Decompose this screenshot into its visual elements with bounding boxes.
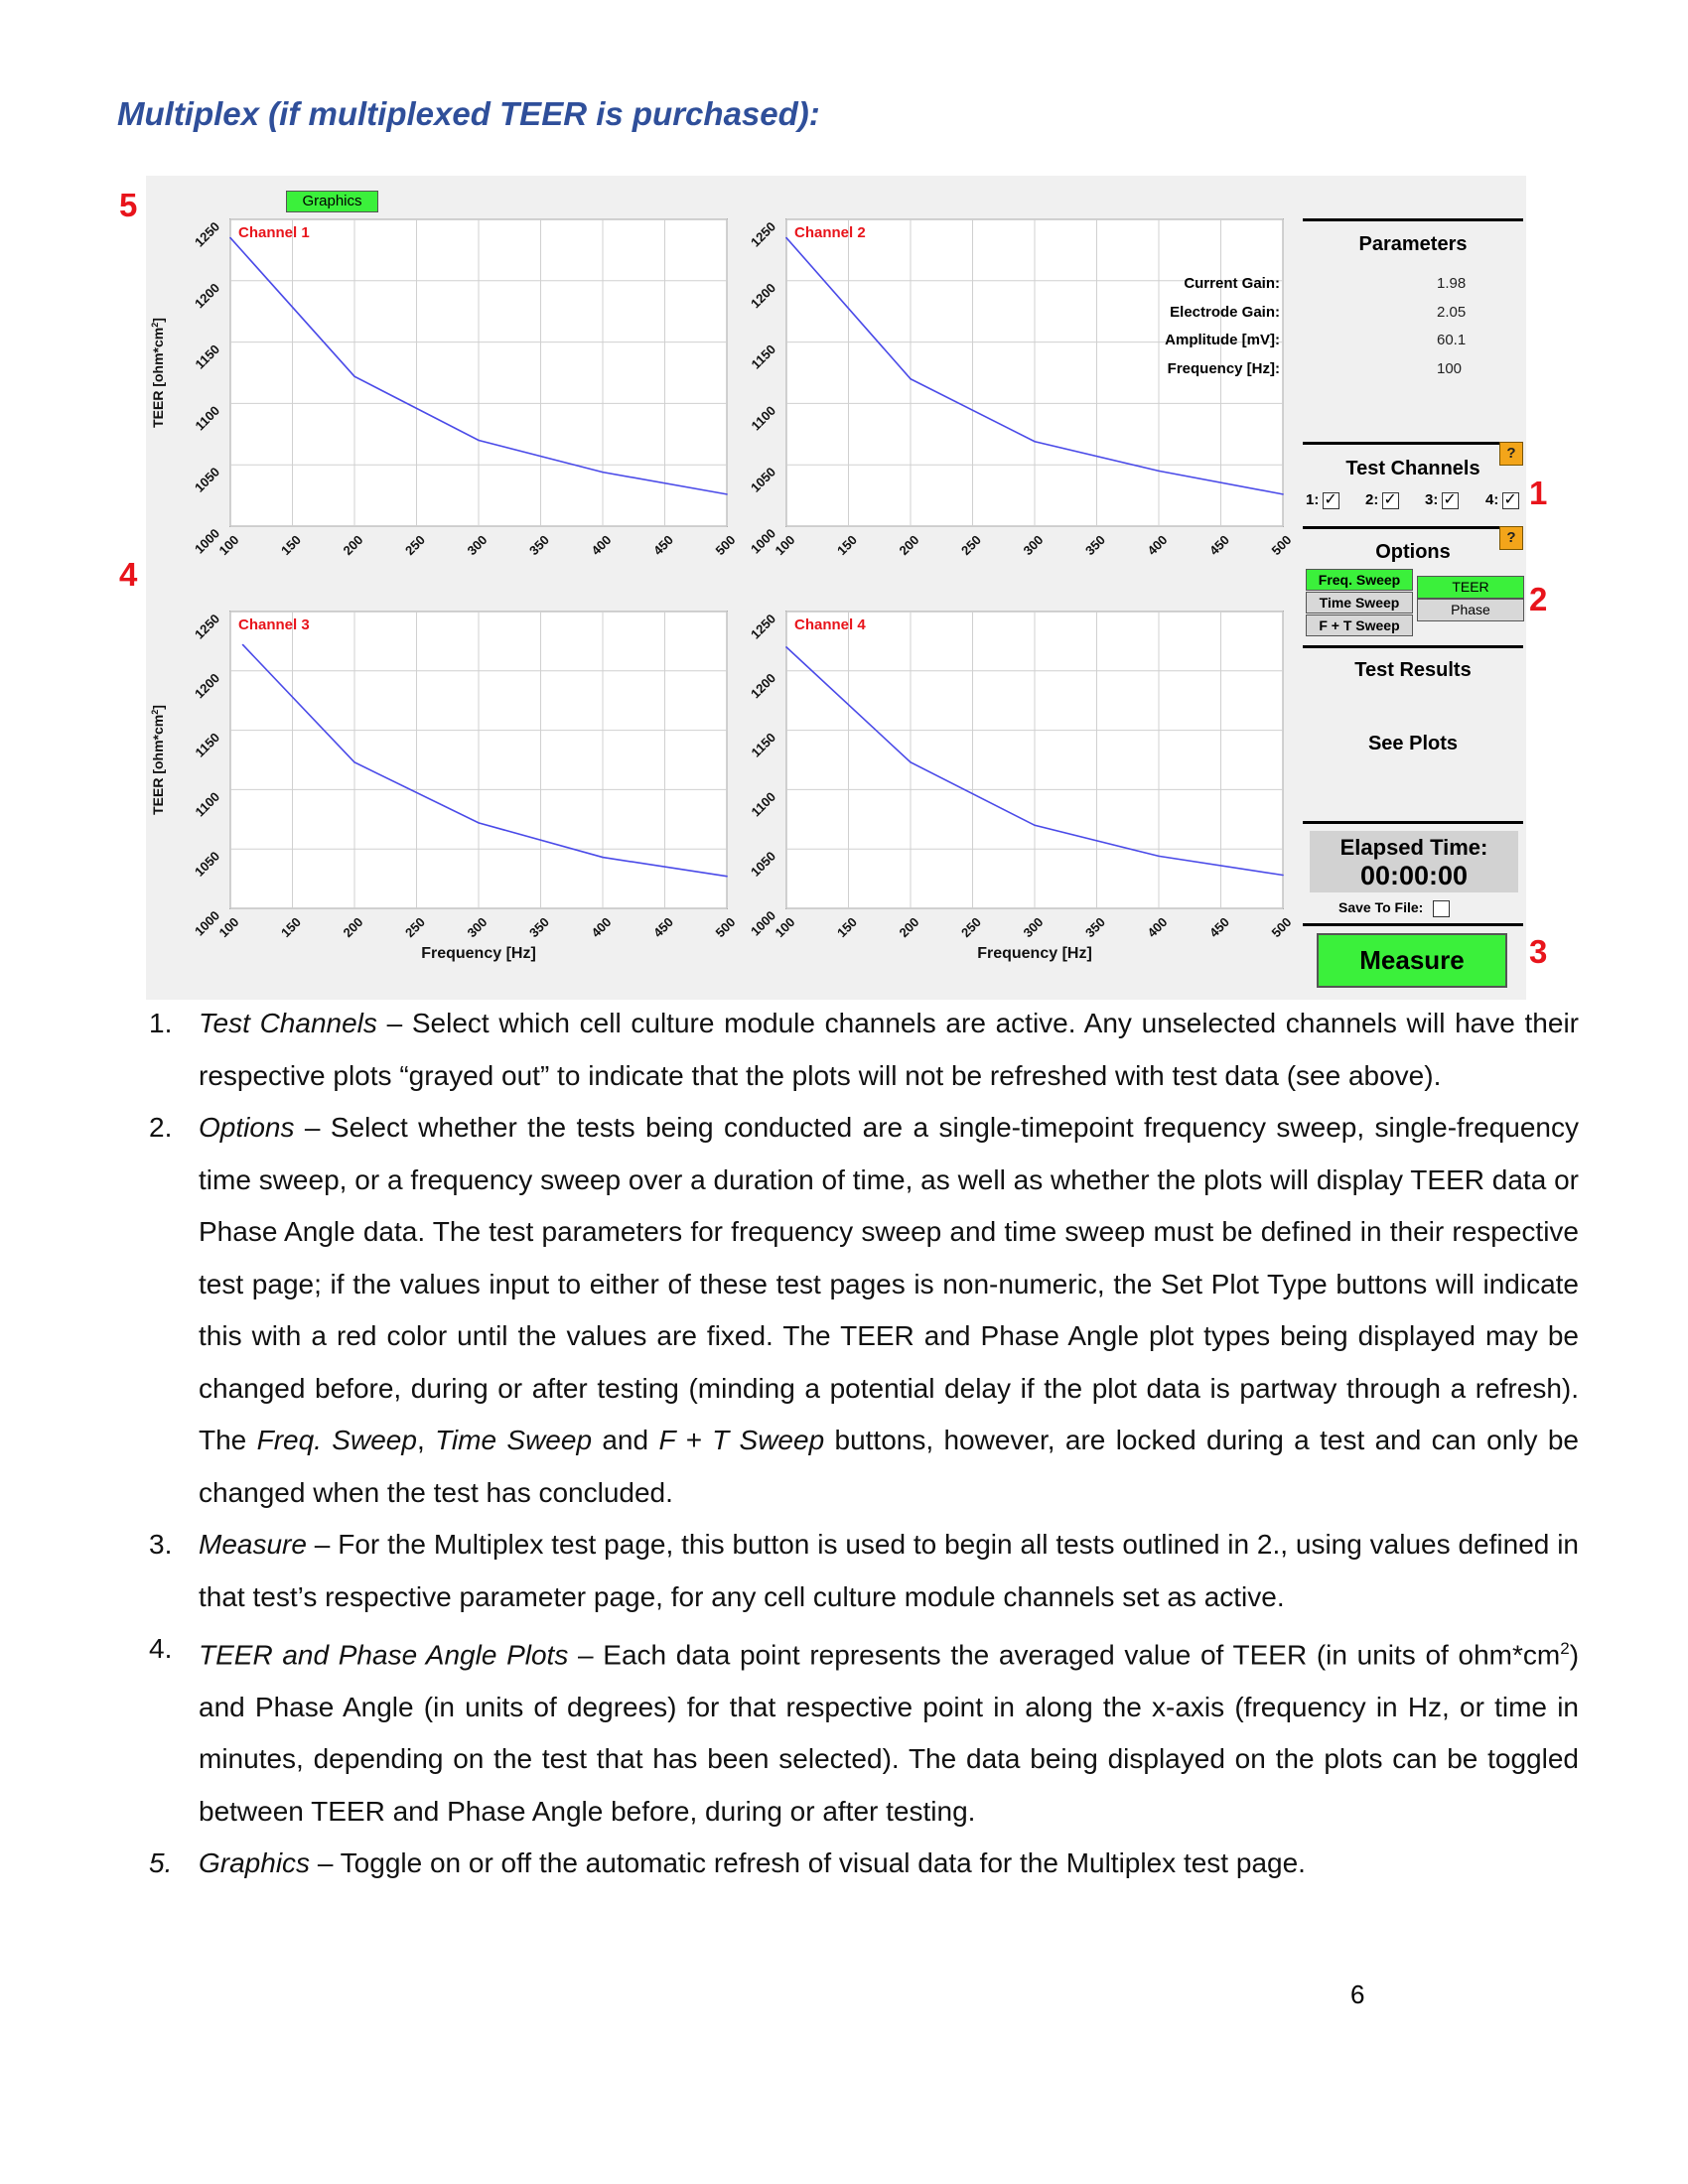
y-tick-label: 1250 [748,611,779,642]
callout-3: 3 [1529,933,1548,970]
x-tick-label: 450 [650,532,676,559]
y-tick-label: 1150 [748,341,779,372]
x-tick-label: 400 [1144,532,1171,559]
check-icon: ✓ [1503,490,1517,508]
y-tick-label: 1200 [192,670,223,702]
elapsed-time-box [1310,831,1518,892]
x-tick-label: 250 [958,532,984,559]
x-tick-label: 400 [588,532,615,559]
y-tick-label: 1050 [192,464,223,495]
y-tick-label: 1050 [192,848,223,880]
elapsed-value: 00:00:00 [1359,861,1469,890]
channel-3-checkbox[interactable] [1425,491,1459,509]
list-text: – Select which cell culture module channels are active. Any unselected channels will have their respective plots “grayed out” to indicate that the plots will not be refreshed with test data (see above). [199,1008,1579,1091]
data-point [1282,493,1284,495]
x-tick-label: 500 [712,532,739,559]
data-point [1034,441,1036,443]
superscript: 2 [1560,1639,1570,1658]
x-tick-label: 500 [1268,532,1295,559]
y-tick-label: 1050 [748,464,779,495]
channel-title: Channel 2 [794,224,866,241]
x-tick-label: 100 [772,914,798,941]
x-tick-label: 150 [278,532,304,559]
y-tick-label: 1100 [192,788,223,820]
data-point [910,378,912,380]
y-tick-label: 1150 [192,730,223,760]
channel-title: Channel 3 [238,616,310,633]
list-text: – Each data point represents the averaged value of TEER (in units of ohm*cm [568,1639,1561,1671]
param-label: Electrode Gain: [1170,304,1280,321]
options-help-button[interactable]: ? [1499,526,1523,550]
x-axis-label: Frequency [Hz] [977,945,1092,962]
y-tick-label: 1100 [748,402,779,434]
x-tick-label: 500 [1268,914,1295,941]
x-tick-label: 400 [1144,914,1171,941]
test-results-value: See Plots [1367,733,1459,754]
callout-5: 5 [119,187,138,223]
y-tick-label: 1200 [748,670,779,702]
x-tick-label: 300 [464,532,491,559]
ft-sweep-button[interactable]: F + T Sweep [1306,614,1413,636]
list-term: Measure [199,1529,307,1560]
y-tick-label: 1100 [748,788,779,820]
list-item [149,1102,1579,1519]
x-tick-label: 300 [464,914,491,941]
time-sweep-button[interactable]: Time Sweep [1306,592,1413,614]
x-tick-label: 250 [958,914,984,941]
x-tick-label: 150 [834,914,860,941]
x-tick-label: 200 [896,532,922,559]
test-results-title: Test Results [1354,659,1472,681]
test-channels-help-button[interactable]: ? [1499,442,1523,466]
x-tick-label: 500 [712,914,739,941]
list-text: buttons, however, are locked during a test and can only be changed when the test has concluded. [199,1425,1580,1508]
freq-sweep-button[interactable]: Freq. Sweep [1306,569,1413,591]
checkbox-label: 4: [1485,491,1499,508]
y-tick-label: 1150 [192,341,223,372]
page-number: 6 [1350,1979,1365,2009]
param-value: 100 [1437,360,1463,377]
x-tick-label: 200 [340,914,366,941]
y-tick-label: 1000 [748,525,779,557]
list-term: Options [199,1112,295,1143]
list-text: – For the Multiplex test page, this button is used to begin all tests outlined in 2., using values defined in that test’s respective parameter page, for any cell culture module channels set as active. [199,1529,1579,1612]
data-point [478,822,480,824]
y-tick-label: 1050 [748,848,779,880]
list-number: 1. [149,1008,173,1038]
divider [1303,442,1523,445]
x-tick-label: 300 [1020,914,1047,941]
channel-4-checkbox[interactable] [1485,491,1519,509]
list-term: Time Sweep [435,1425,593,1455]
callout-2: 2 [1529,581,1548,617]
x-tick-label: 250 [402,532,428,559]
y-tick-label: 1000 [748,907,779,939]
x-tick-label: 450 [650,914,676,941]
list-number: 3. [149,1529,173,1560]
x-tick-label: 150 [834,532,860,559]
list-number: 5. [149,1847,173,1879]
data-point [1158,471,1160,473]
elapsed-label: Elapsed Time: [1339,835,1488,860]
x-tick-label: 300 [1020,532,1047,559]
list-number: 4. [149,1633,173,1664]
x-tick-label: 200 [896,914,922,941]
data-point [726,876,728,878]
x-tick-label: 350 [526,532,552,559]
y-tick-label: 1200 [192,280,223,312]
divider [1303,526,1523,529]
x-tick-label: 350 [526,914,552,941]
list-item [149,1623,1579,1838]
divider [1303,923,1523,926]
param-value: 1.98 [1437,275,1467,292]
page-heading: Multiplex (if multiplexed TEER is purchased): [117,95,820,132]
data-point [910,761,912,763]
data-point [478,440,480,442]
callout-4: 4 [119,556,138,593]
x-tick-label: 150 [278,914,304,941]
data-point [726,493,728,495]
x-tick-label: 100 [215,914,242,941]
param-label: Amplitude [mV]: [1165,332,1280,348]
x-tick-label: 200 [340,532,366,559]
channel-2-checkbox[interactable] [1365,491,1399,509]
x-axis-label: Frequency [Hz] [421,945,536,962]
check-icon: ✓ [1383,490,1397,508]
param-label: Current Gain: [1184,275,1280,292]
list-number: 2. [149,1112,173,1143]
data-point [785,237,787,239]
list-text: and [592,1425,659,1455]
check-icon: ✓ [1324,490,1337,508]
x-tick-label: 450 [1206,914,1232,941]
data-point [602,472,604,474]
save-to-file-checkbox[interactable] [1338,899,1450,917]
list-term: TEER and Phase Angle Plots [199,1639,569,1671]
checkbox-label: 1: [1306,491,1320,508]
param-value: 2.05 [1437,304,1467,321]
measure-button[interactable]: Measure [1317,933,1507,988]
x-tick-label: 450 [1206,532,1232,559]
test-channels-title: Test Channels [1345,458,1480,479]
x-tick-label: 350 [1082,532,1108,559]
checkbox-label: 2: [1365,491,1379,508]
y-tick-label: 1250 [192,218,223,250]
divider [1303,821,1523,824]
list-item [149,998,1579,1102]
y-tick-label: 1000 [192,525,223,557]
y-tick-label: 1200 [748,280,779,312]
divider [1303,218,1523,221]
channel-1-checkbox[interactable] [1306,491,1339,509]
description-list [149,998,1579,1890]
list-text: – Toggle on or off the automatic refresh of visual data for the Multiplex test page. [310,1847,1306,1879]
data-point [602,857,604,859]
list-term: Freq. Sweep [256,1425,417,1455]
data-point [1158,856,1160,858]
options-title: Options [1375,541,1451,563]
data-point [229,237,231,239]
y-tick-label: 1250 [192,611,223,642]
y-tick-label: 1100 [192,402,223,434]
list-term: Test Channels [199,1008,377,1038]
channel-title: Channel 1 [238,224,310,241]
y-axis-label: TEER $[ohm*cm^2]$ [150,318,166,428]
list-text: ) and Phase Angle (in units of degrees) for that respective point in along the x-axis (frequency in Hz, or time in minutes, depending on the test that has been selected). The data being displayed on the plots can be toggled between TEER and Phase Angle before, during or after testing. [199,1639,1580,1827]
channel-title: Channel 4 [794,616,866,633]
save-to-file-label: Save To File: [1338,899,1424,915]
y-tick-label: 1150 [748,730,779,760]
list-term: F + T Sweep [658,1425,825,1455]
y-tick-label: 1000 [192,907,223,939]
x-tick-label: 350 [1082,914,1108,941]
graphics-button[interactable]: Graphics [286,191,378,212]
param-label: Frequency [Hz]: [1167,360,1280,377]
list-term: Graphics [199,1847,311,1879]
list-item [149,1519,1579,1623]
checkbox-label: 3: [1425,491,1439,508]
x-tick-label: 100 [772,532,798,559]
multiplex-screenshot [146,176,1526,1000]
parameters-title: Parameters [1358,233,1468,255]
list-text: – Select whether the tests being conducted are a single-timepoint frequency sweep, single-frequency time sweep, or a frequency sweep over a duration of time, as well as whether the plots will display TEER data or Phase Angle data. The test parameters for frequency sweep and time sweep must be defined in their respective test page; if the values input to either of these test pages is non-numeric, the Set Plot Type buttons will indicate this with a red color until the values are fixed. The TEER and Phase Angle plot types being displayed may be changed before, during or after testing (minding a potential delay if the plot data is partway through a refresh). The [199,1112,1579,1455]
list-text: , [416,1425,436,1455]
data-point [242,644,244,646]
divider [1303,645,1523,648]
callout-1: 1 [1529,475,1548,511]
x-tick-label: 400 [588,914,615,941]
y-axis-label: TEER $[ohm*cm^2]$ [150,705,166,815]
data-point [1282,875,1284,877]
x-tick-label: 250 [402,914,428,941]
data-point [785,646,787,648]
x-tick-label: 100 [215,532,242,559]
y-tick-label: 1250 [748,218,779,250]
check-icon: ✓ [1443,490,1457,508]
param-value: 60.1 [1437,332,1467,348]
data-point [353,761,355,763]
phase-button[interactable]: Phase [1417,599,1524,621]
data-point [1034,824,1036,826]
teer-button[interactable]: TEER [1417,576,1524,599]
list-item [149,1838,1579,1890]
